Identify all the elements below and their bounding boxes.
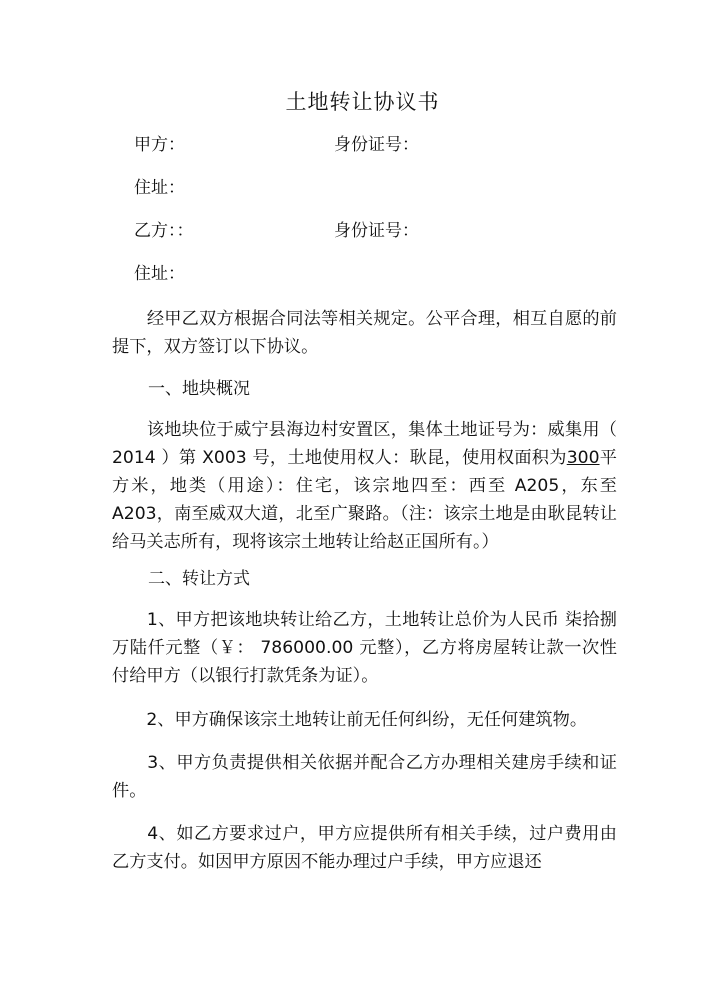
section1-paragraph (112, 416, 617, 556)
party-a-id-label: 身份证号： (334, 135, 419, 155)
party-a-address-label: 住址： (134, 178, 185, 198)
party-b-address-label: 住址： (134, 264, 185, 284)
party-b-id-label: 身份证号： (334, 221, 419, 241)
intro-paragraph: 经甲乙双方根据合同法等相关规定。公平合理，相互自愿的前提下，双方签订以下协议。 (112, 309, 617, 357)
section1-area-value: 300 (566, 448, 600, 468)
item3-paragraph: 3、甲方负责提供相关依据并配合乙方办理相关建房手续和证件。 (112, 753, 617, 801)
item2-paragraph: 2、甲方确保该宗土地转让前无任何纠纷，无任何建筑物。 (112, 710, 588, 730)
section2-heading: 二、转让方式 (148, 569, 250, 589)
section1-text-a: 该地块位于威宁县海边村安置区，集体土地证号为：威集用（ 2014 ）第 X003 号，土地使用权人：耿昆，使用权面积为 (112, 420, 617, 468)
item4-paragraph: 4、如乙方要求过户，甲方应提供所有相关手续，过户费用由乙方支付。如因甲方原因不能办理过户手续，甲方应退还 (112, 824, 617, 872)
section1-text-b: 平方米，地类（用途）：住宅，该宗地四至：西至 A205，东至 A203，南至威双大道，北至广聚路。（注：该宗土地是由耿昆转让给马关志所有，现将该宗土地转让给赵正国所有。） (112, 448, 617, 552)
party-b-label: 乙方：： (134, 221, 194, 241)
item1-paragraph: 1、甲方把该地块转让给乙方，土地转让总价为人民币 柒拾捌万陆仟元整（￥： 786000.00 元整），乙方将房屋转让款一次性付给甲方（以银行打款凭条为证）。 (112, 610, 617, 686)
document-title: 土地转让协议书 (285, 90, 440, 114)
section1-heading: 一、地块概况 (148, 379, 250, 399)
party-a-label: 甲方： (134, 135, 185, 155)
